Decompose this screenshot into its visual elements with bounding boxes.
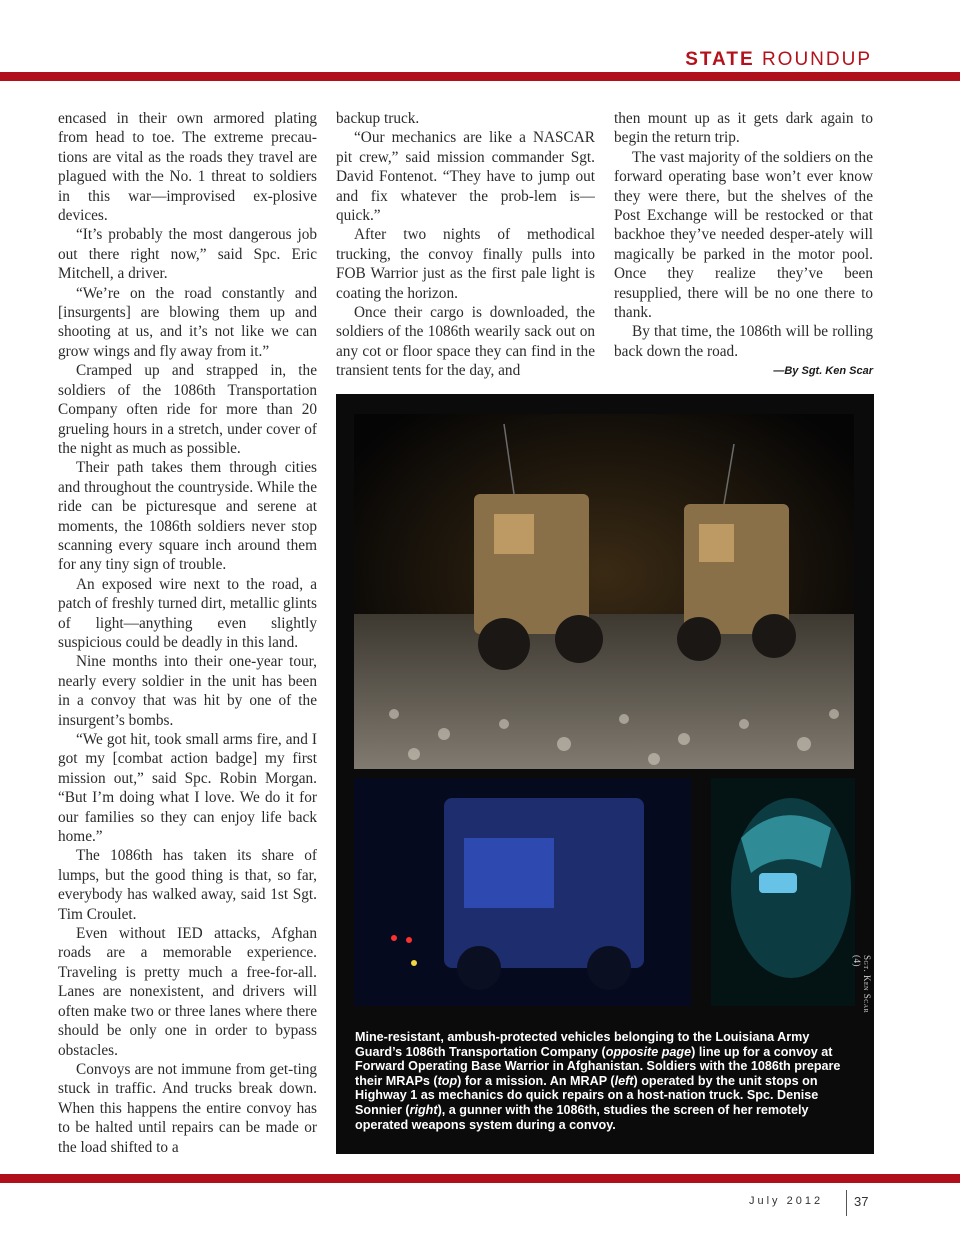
caption-emphasis: top xyxy=(437,1073,458,1088)
caption-emphasis: opposite page xyxy=(605,1044,692,1059)
paragraph: Once their cargo is downloaded, the soldiers of the 1086th wearily sack out on any cot or floor space they can find in the transient tents for the day, and xyxy=(336,304,595,380)
paragraph: then mount up as it gets dark again to begin the return trip. xyxy=(614,110,873,147)
paragraph: The 1086th has taken its share of lumps, but the good thing is that, so far, everybody has walked away, said 1st Sgt. Tim Croulet. xyxy=(58,847,317,923)
paragraph: Cramped up and strapped in, the soldiers of the 1086th Transportation Company often ride for more than 20 grueling hours in a stretch, under cover of the night as much as possible. xyxy=(58,362,317,457)
paragraph: The vast majority of the soldiers on the forward operating base won’t ever know they were there, but the shelves of the Post Exchange will be restocked or that backhoe they’ve needed desper-ately will magically be parked in the motor pool. Once they realize they’ve been resupplied, there will be no one there to thank. xyxy=(614,148,873,322)
caption-text: ) for a mission. An MRAP ( xyxy=(457,1073,615,1088)
paragraph: Convoys are not immune from get-ting stuck in traffic. And trucks break down. When this happens the entire convoy has to be halted until repairs can be made or the load shifted to a xyxy=(58,1060,317,1156)
caption-text: Mine-resistant, ambush-protected vehicles belonging to the Louisiana Army Guard’s 1086th Transportation Company ( xyxy=(355,1030,810,1059)
page-number: 37 xyxy=(854,1194,869,1209)
photo-caption xyxy=(355,1030,855,1132)
section-header-bold: STATE xyxy=(685,49,755,70)
paragraph: Nine months into their one-year tour, nearly every soldier in the unit has been in a convoy that was hit by one of the insurgent’s bombs. xyxy=(58,653,317,729)
photo-panel xyxy=(336,394,874,1154)
issue-date: July 2012 xyxy=(749,1195,824,1207)
paragraph: An exposed wire next to the road, a patch of freshly turned dirt, metallic glints of light—anything even slightly suspicious could be deadly in this land. xyxy=(58,575,317,651)
caption-emphasis: left xyxy=(614,1073,634,1088)
paragraph: encased in their own armored plating from head to toe. The extreme precau-tions are vital as the roads they travel are plagued with the No. 1 threat to soldiers in this war—improvised ex-plosive devices. xyxy=(58,110,317,225)
photo-credit: Sgt. Ken Scar (4) xyxy=(852,955,872,1014)
paragraph: Their path takes them through cities and throughout the countryside. While the ride can be picturesque and serene at moments, the 1086th soldiers never stop scanning every square inch around them for any tiny sign of trouble. xyxy=(58,459,317,574)
caption-text: ), a gunner with the 1086th, studies the screen of her remotely operated weapons system during a convoy. xyxy=(355,1102,809,1132)
article-column-3 xyxy=(614,109,873,363)
footer-divider xyxy=(846,1190,847,1216)
paragraph: After two nights of methodical trucking, the convoy finally pulls into FOB Warrior just as the first pale light is coating the horizon. xyxy=(336,226,595,302)
paragraph: “Our mechanics are like a NASCAR pit crew,” said mission commander Sgt. David Fontenot. “They have to jump out and fix whatever the prob-lem is—quick.” xyxy=(336,129,595,225)
paragraph: “We’re on the road constantly and [insurgents] are blowing them up and shooting at us, and it’s not like we can grow wings and fly away from it.” xyxy=(58,284,317,360)
article-column-1 xyxy=(58,109,317,1161)
section-header-rest: ROUNDUP xyxy=(761,49,872,70)
top-rule xyxy=(0,72,960,81)
photo-gunner xyxy=(711,778,855,1006)
bottom-rule xyxy=(0,1174,960,1183)
section-header xyxy=(685,49,872,71)
paragraph: By that time, the 1086th will be rolling back down the road. xyxy=(614,323,873,360)
paragraph: backup truck. xyxy=(336,110,420,127)
photo-mraps-night xyxy=(354,414,854,769)
paragraph: “It’s probably the most dangerous job out there right now,” said Spc. Eric Mitchell, a driver. xyxy=(58,226,317,283)
article-column-2 xyxy=(336,109,595,381)
caption-text: ) operated by the unit stops on Highway 1 as mechanics do quick repairs on a host-nation truck. Spc. Denise Sonnier ( xyxy=(355,1073,819,1117)
byline: —By Sgt. Ken Scar xyxy=(773,365,873,377)
caption-emphasis: right xyxy=(409,1102,438,1117)
caption-text: ) line up for a convoy at Forward Operating Base Warrior in Afghanistan. Soldiers with the 1086th prepare their MRAPs ( xyxy=(355,1044,841,1088)
photo-mrap-blue xyxy=(354,778,691,1006)
paragraph: “We got hit, took small arms fire, and I got my [combat action badge] my first mission out,” said Spc. Robin Morgan. “But I’m doing what I love. We do it for our families so they can enjoy life back home.” xyxy=(58,731,317,846)
paragraph: Even without IED attacks, Afghan roads are a memorable experience. Traveling is pretty much a free-for-all. Lanes are nonexistent, and drivers will often make two or three lanes where there should be only one in order to bypass obstacles. xyxy=(58,925,317,1059)
